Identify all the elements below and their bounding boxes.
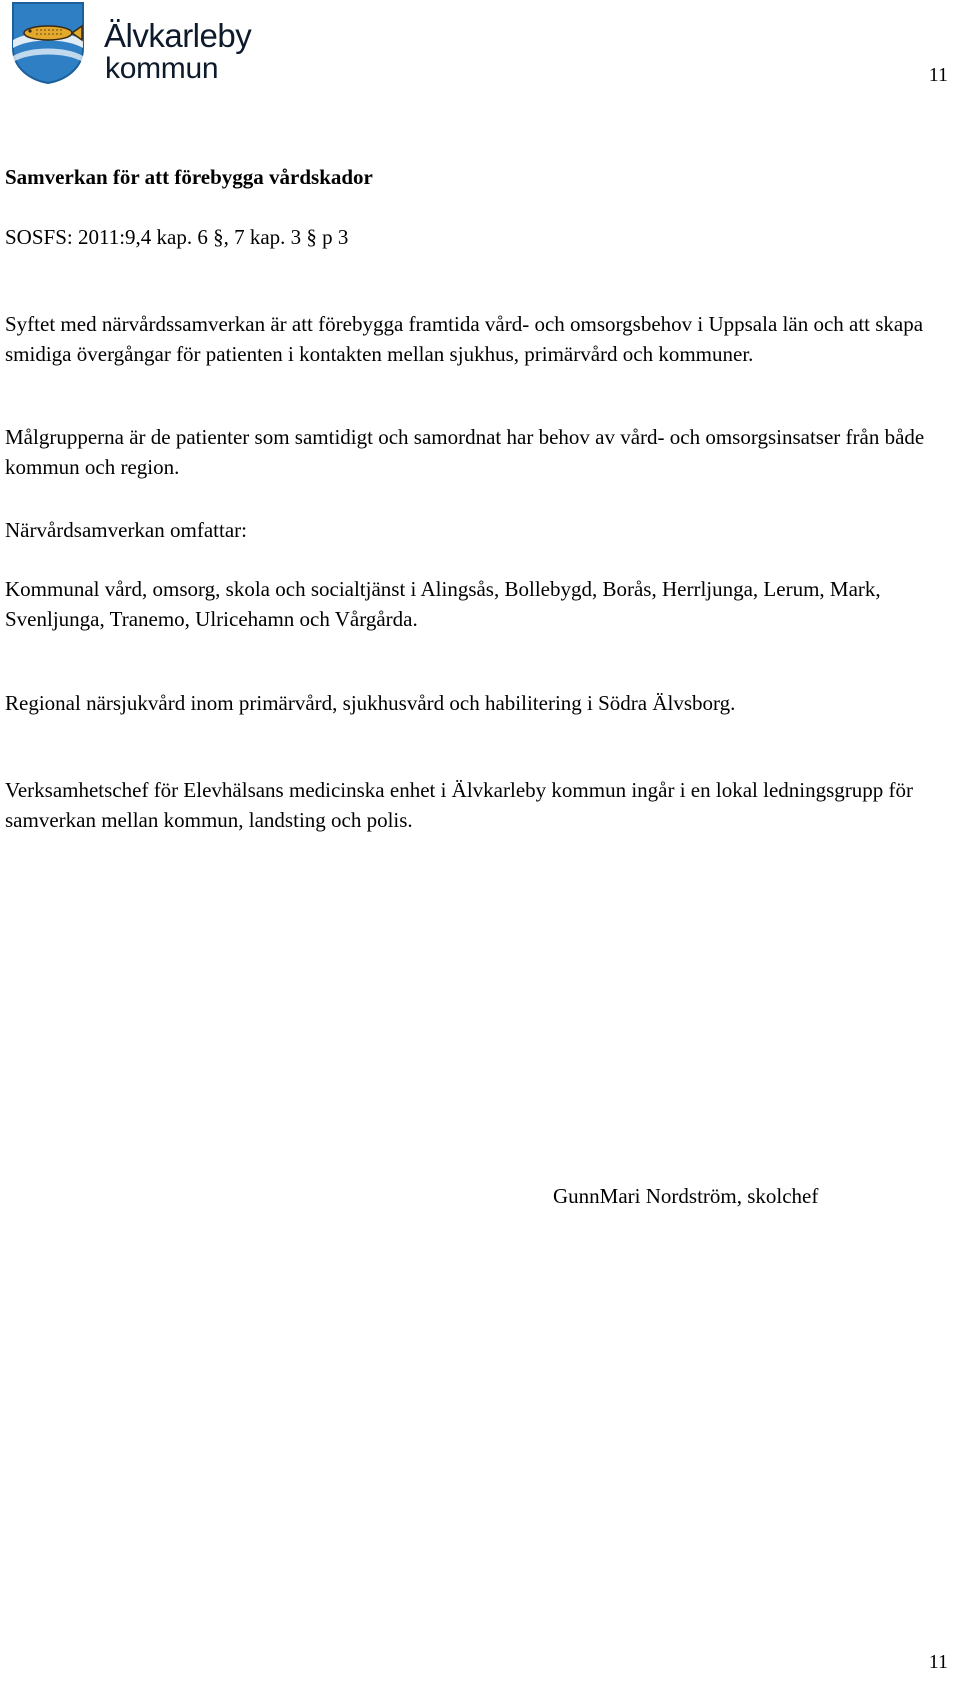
page-number-bottom: 11: [928, 1651, 948, 1673]
logo-text-line1: Älvkarleby: [104, 17, 252, 54]
signature: GunnMari Nordström, skolchef: [553, 1184, 819, 1208]
coat-of-arms-icon: [10, 0, 86, 84]
paragraph-target-groups: Målgrupperna är de patienter som samtidigt och samordnat har behov av vård- och omsorgsinsatser från både kommun och region.: [5, 425, 925, 479]
page-number-top: 11: [928, 64, 948, 86]
paragraph-leadership-group: Verksamhetschef för Elevhälsans medicinska enhet i Älvkarleby kommun ingår i en lokal ledningsgrupp för samverkan mellan kommun, landsting och polis.: [5, 778, 914, 832]
paragraph-scope-heading: Närvårdsamverkan omfattar:: [5, 518, 247, 542]
logo-text-line2: kommun: [105, 52, 219, 85]
paragraph-purpose: Syftet med närvårdssamverkan är att förebygga framtida vård- och omsorgsbehov i Uppsala län och att skapa smidiga övergångar för patienten i kontakten mellan sjukhus, primärvård och kommuner.: [5, 312, 924, 366]
paragraph-municipal-care: Kommunal vård, omsorg, skola och socialtjänst i Alingsås, Bollebygd, Borås, Herrljunga, Lerum, Mark, Svenljunga, Tranemo, Ulricehamn och Vårgårda.: [5, 577, 881, 631]
section-heading: Samverkan för att förebygga vårdskador: [5, 165, 373, 189]
regulation-reference: SOSFS: 2011:9,4 kap. 6 §, 7 kap. 3 § p 3: [5, 225, 349, 249]
municipality-logo: [10, 0, 260, 90]
paragraph-regional-care: Regional närsjukvård inom primärvård, sjukhusvård och habilitering i Södra Älvsborg.: [5, 691, 736, 715]
